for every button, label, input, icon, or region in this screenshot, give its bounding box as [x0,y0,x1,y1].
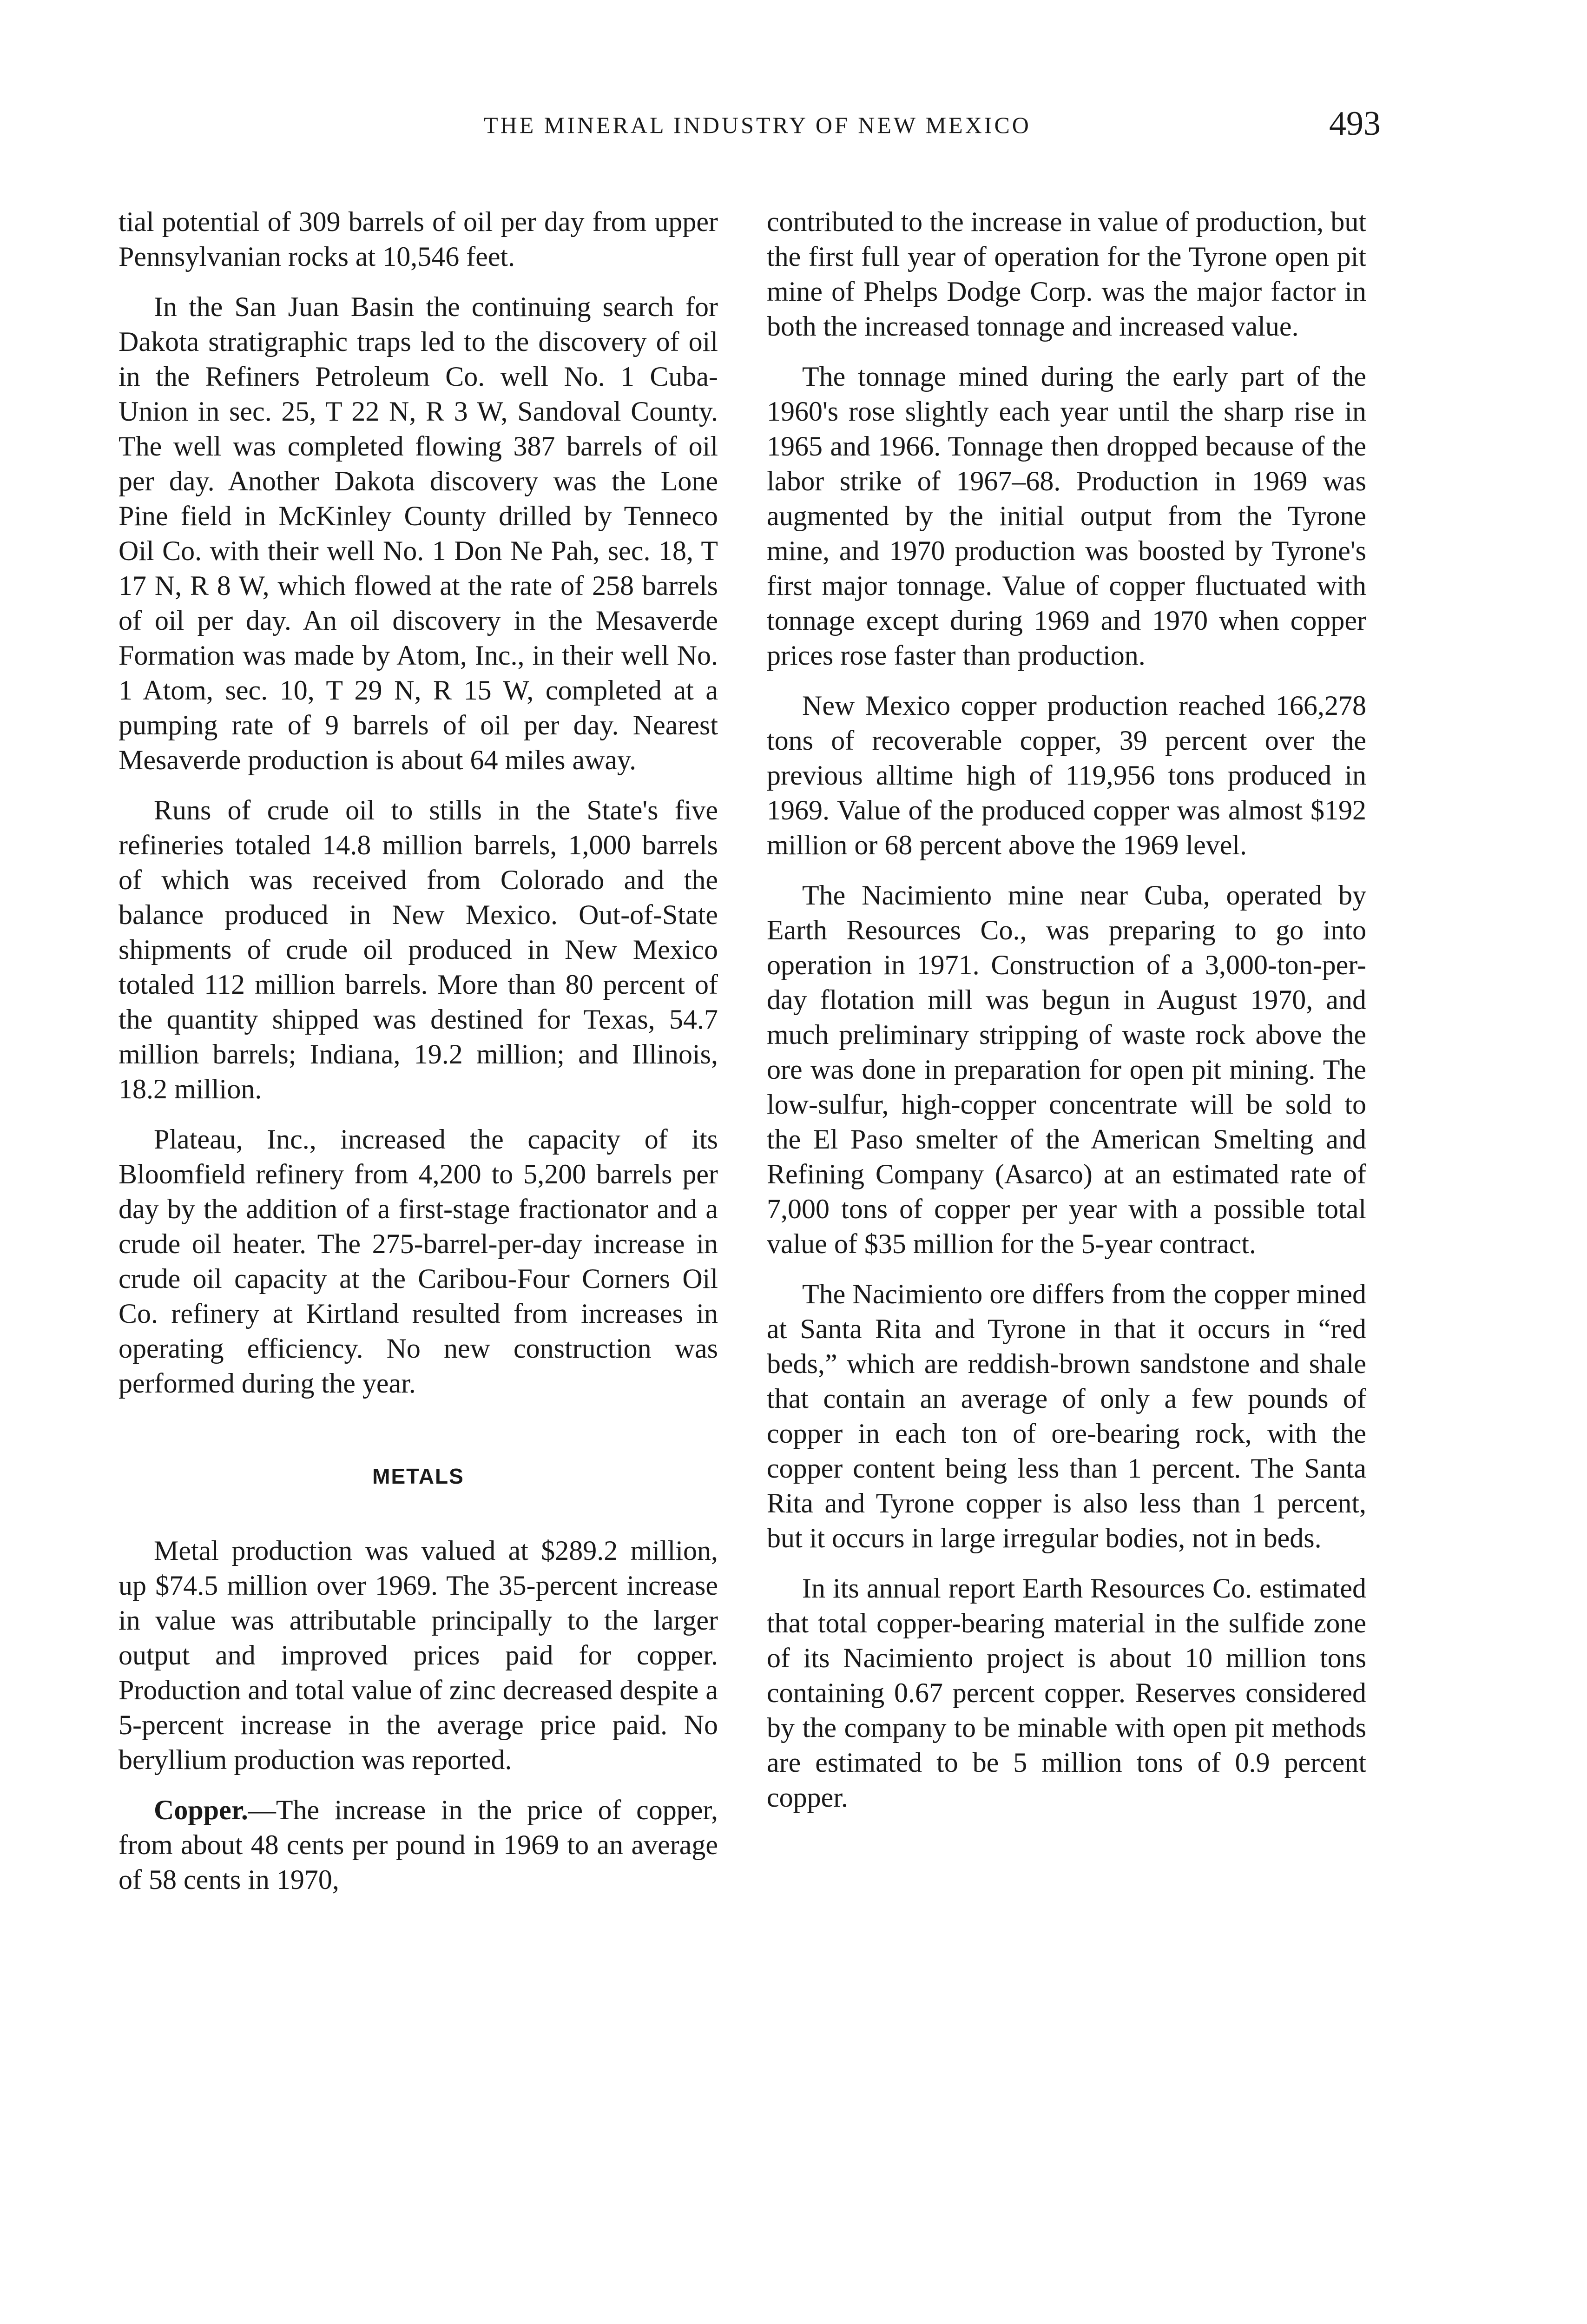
paragraph: The Nacimiento mine near Cuba, operated by Earth Resources Co., was preparing to go into operation in 1971. Construction of a 3,000-ton-per-day flotation mill was begun in August 1970, and much preliminary stripping of waste rock above the ore was done in preparation for open pit mining. The low-sulfur, high-copper concentrate will be sold to the El Paso smelter of the American Smelting and Refining Company (Asarco) at an estimated rate of 7,000 tons of copper per year with a possible total value of $35 million for the 5-year contract. [767,880,1366,1259]
section-heading: METALS [372,1464,464,1488]
left-column [119,205,718,1913]
paragraph-copper [119,1793,718,1897]
paragraph: In its annual report Earth Resources Co. estimated that total copper-bearing material in the sulfide zone of its Nacimiento project is about 10 million tons containing 0.67 percent copper. Reserves considered by the company to be minable with open pit methods are estimated to be 5 million tons of 0.9 percent copper. [767,1573,1366,1813]
paragraph: Metal production was valued at $289.2 million, up $74.5 million over 1969. The 35-percent increase in value was attributable principally to the larger output and improved prices paid for copper. Production and total value of zinc decreased despite a 5-percent increase in the average price paid. No beryllium production was reported. [119,1535,718,1775]
right-column [767,205,1366,1830]
paragraph: The Nacimiento ore differs from the copper mined at Santa Rita and Tyrone in that it occurs in “red beds,” which are reddish-brown sandstone and shale that contain an average of only a few pounds of copper in each ton of ore-bearing rock, with the copper content being less than 1 percent. The Santa Rita and Tyrone copper is also less than 1 percent, but it occurs in large irregular bodies, not in beds. [767,1279,1366,1553]
paragraph: The tonnage mined during the early part of the 1960's rose slightly each year until the sharp rise in 1965 and 1966. Tonnage then dropped because of the labor strike of 1967–68. Production in 1969 was augmented by the initial output from the Tyrone mine, and 1970 production was boosted by Tyrone's first major tonnage. Value of copper fluctuated with tonnage except during 1969 and 1970 when copper prices rose faster than production. [767,361,1366,671]
page-number: 493 [1329,105,1381,143]
paragraph: Plateau, Inc., increased the capacity of its Bloomfield refinery from 4,200 to 5,200 barrels per day by the addition of a first-stage fractionator and a crude oil heater. The 275-barrel-per-day increase in crude oil capacity at the Caribou-Four Corners Oil Co. refinery at Kirtland resulted from increases in operating efficiency. No new construction was performed during the year. [119,1124,718,1399]
running-head: THE MINERAL INDUSTRY OF NEW MEXICO [484,112,1031,138]
paragraph: tial potential of 309 barrels of oil per day from upper Pennsylvanian rocks at 10,546 feet. [119,206,718,272]
run-in-heading: Copper. [154,1795,248,1825]
paragraph: Runs of crude oil to stills in the State's five refineries totaled 14.8 million barrels, 1,000 barrels of which was received from Colorado and the balance produced in New Mexico. Out-of-State shipments of crude oil produced in New Mexico totaled 112 million barrels. More than 80 percent of the quantity shipped was destined for Texas, 54.7 million barrels; Indiana, 19.2 million; and Illinois, 18.2 million. [119,795,718,1104]
paragraph: contributed to the increase in value of production, but the first full year of operation for the Tyrone open pit mine of Phelps Dodge Corp. was the major factor in both the increased tonnage and increased value. [767,206,1366,342]
paragraph-text: —The increase in the price of copper, from about 48 cents per pound in 1969 to an average of 58 cents in 1970, [119,1795,718,1895]
paragraph: In the San Juan Basin the continuing search for Dakota stratigraphic traps led to the discovery of oil in the Refiners Petroleum Co. well No. 1 Cuba-Union in sec. 25, T 22 N, R 3 W, Sandoval County. The well was completed flowing 387 barrels of oil per day. Another Dakota discovery was the Lone Pine field in McKinley County drilled by Tenneco Oil Co. with their well No. 1 Don Ne Pah, sec. 18, T 17 N, R 8 W, which flowed at the rate of 258 barrels of oil per day. An oil discovery in the Mesaverde Formation was made by Atom, Inc., in their well No. 1 Atom, sec. 10, T 29 N, R 15 W, completed at a pumping rate of 9 barrels of oil per day. Nearest Mesaverde production is about 64 miles away. [119,291,718,775]
paragraph: New Mexico copper production reached 166,278 tons of recoverable copper, 39 percent over the previous alltime high of 119,956 tons produced in 1969. Value of the produced copper was almost $192 million or 68 percent above the 1969 level. [767,690,1366,860]
